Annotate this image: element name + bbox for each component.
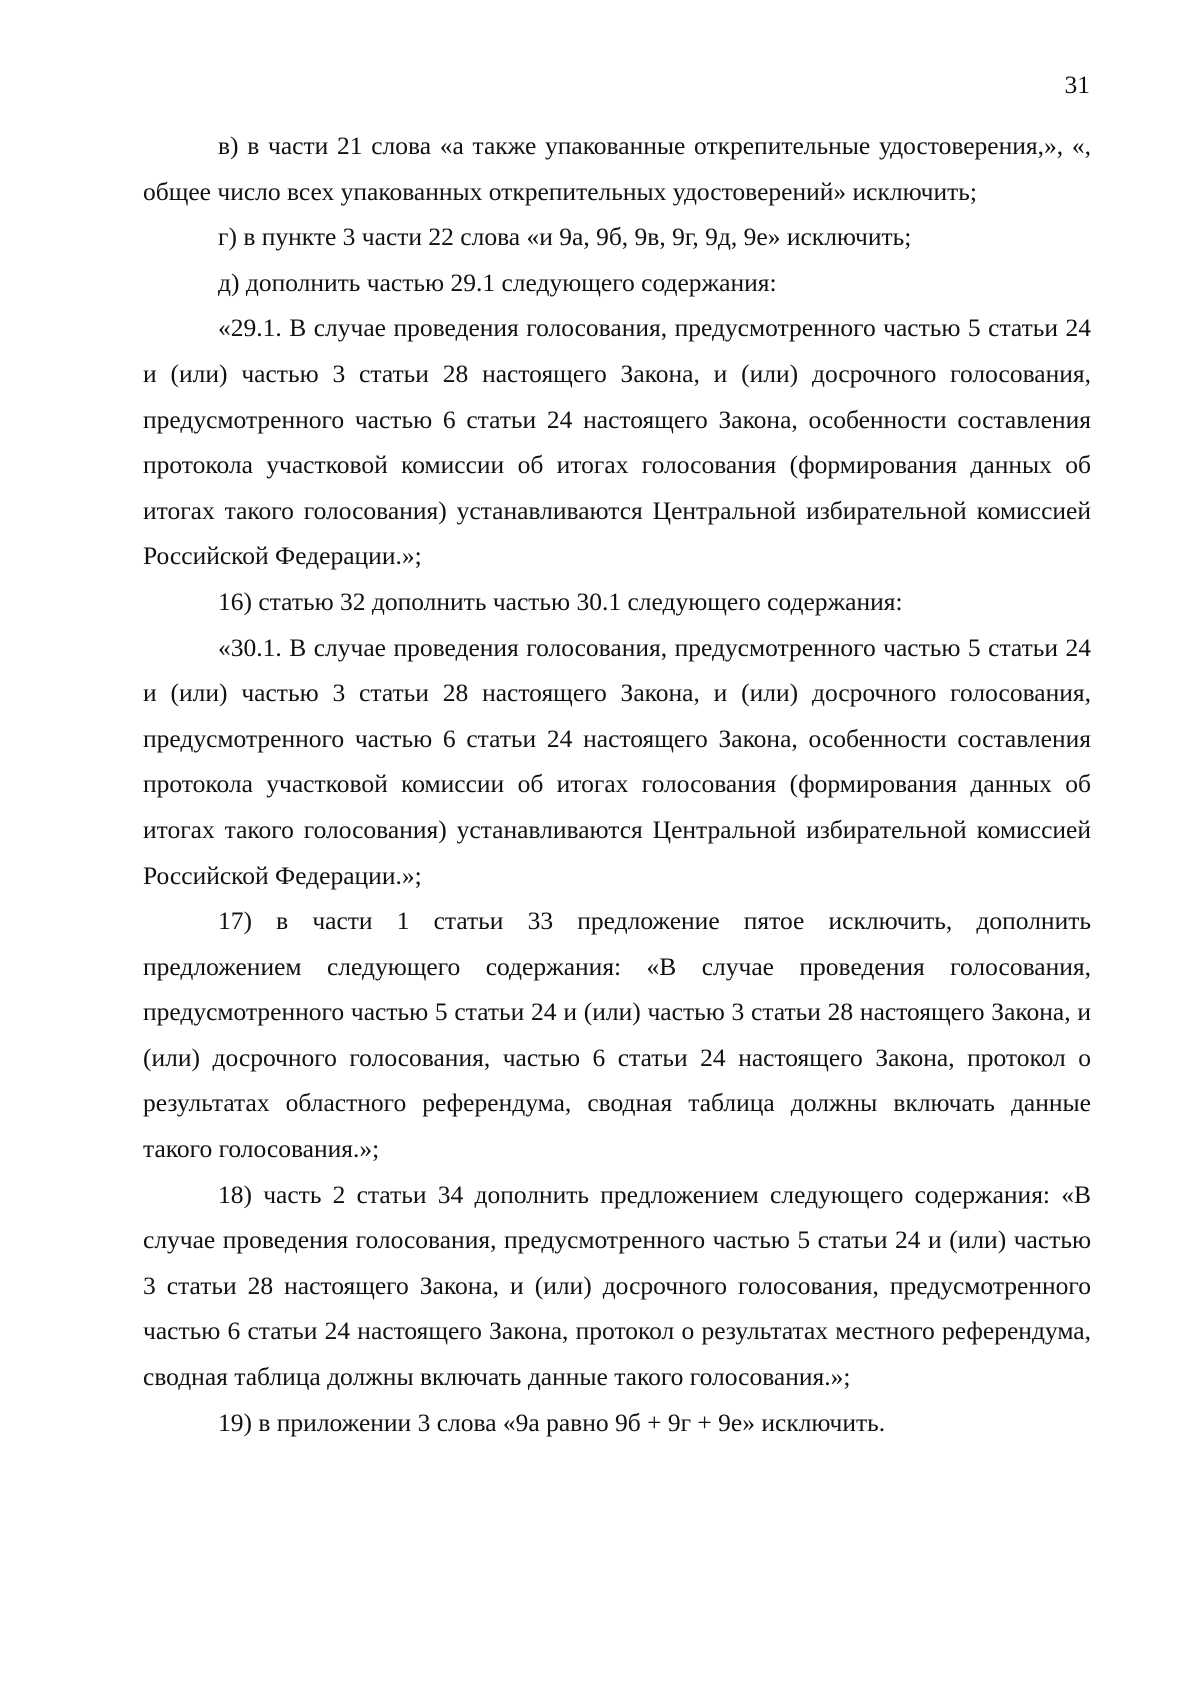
paragraph-d: д) дополнить частью 29.1 следующего содержания: xyxy=(218,267,777,297)
paragraph-18: 18) часть 2 статьи 34 дополнить предложением следующего содержания: «В случае проведения голосования, предусмотренного частью 5 статьи 24 и (или) частью 3 статьи 28 настоящего Закона, и (или) досрочного голосования, предусмотренного частью 6 статьи 24 настоящего Закона, протокол о результатах местного референдума, сводная таблица должны включать данные такого голосования.»; xyxy=(143,1179,1091,1392)
paragraph-16: 16) статью 32 дополнить частью 30.1 следующего содержания: xyxy=(218,586,903,616)
paragraph-v: в) в части 21 слова «а также упакованные открепительные удостоверения,», «, общее число всех упакованных открепительных удостоверений» исключить; xyxy=(143,131,1091,206)
paragraph-30-1: «30.1. В случае проведения голосования, предусмотренного частью 5 статьи 24 и (или) частью 3 статьи 28 настоящего Закона, и (или) досрочного голосования, предусмотренного частью 6 статьи 24 настоящего Закона, особенности составления протокола участковой комиссии об итогах голосования (формирования данных об итогах такого голосования) устанавливаются Центральной избирательной комиссией Российской Федерации.»; xyxy=(143,632,1091,890)
page-number: 31 xyxy=(1064,70,1090,99)
document-body xyxy=(143,123,1091,1445)
paragraph-19: 19) в приложении 3 слова «9а равно 9б + 9г + 9е» исключить. xyxy=(218,1407,886,1437)
paragraph-g: г) в пункте 3 части 22 слова «и 9а, 9б, 9в, 9г, 9д, 9е» исключить; xyxy=(218,222,912,252)
paragraph-17: 17) в части 1 статьи 33 предложение пятое исключить, дополнить предложением следующего содержания: «В случае проведения голосования, предусмотренного частью 5 статьи 24 и (или) частью 3 статьи 28 настоящего Закона, и (или) досрочного голосования, частью 6 статьи 24 настоящего Закона, протокол о результатах областного референдума, сводная таблица должны включать данные такого голосования.»; xyxy=(143,906,1091,1164)
paragraph-29-1: «29.1. В случае проведения голосования, предусмотренного частью 5 статьи 24 и (или) частью 3 статьи 28 настоящего Закона, и (или) досрочного голосования, предусмотренного частью 6 статьи 24 настоящего Закона, особенности составления протокола участковой комиссии об итогах голосования (формирования данных об итогах такого голосования) устанавливаются Центральной избирательной комиссией Российской Федерации.»; xyxy=(143,313,1091,571)
